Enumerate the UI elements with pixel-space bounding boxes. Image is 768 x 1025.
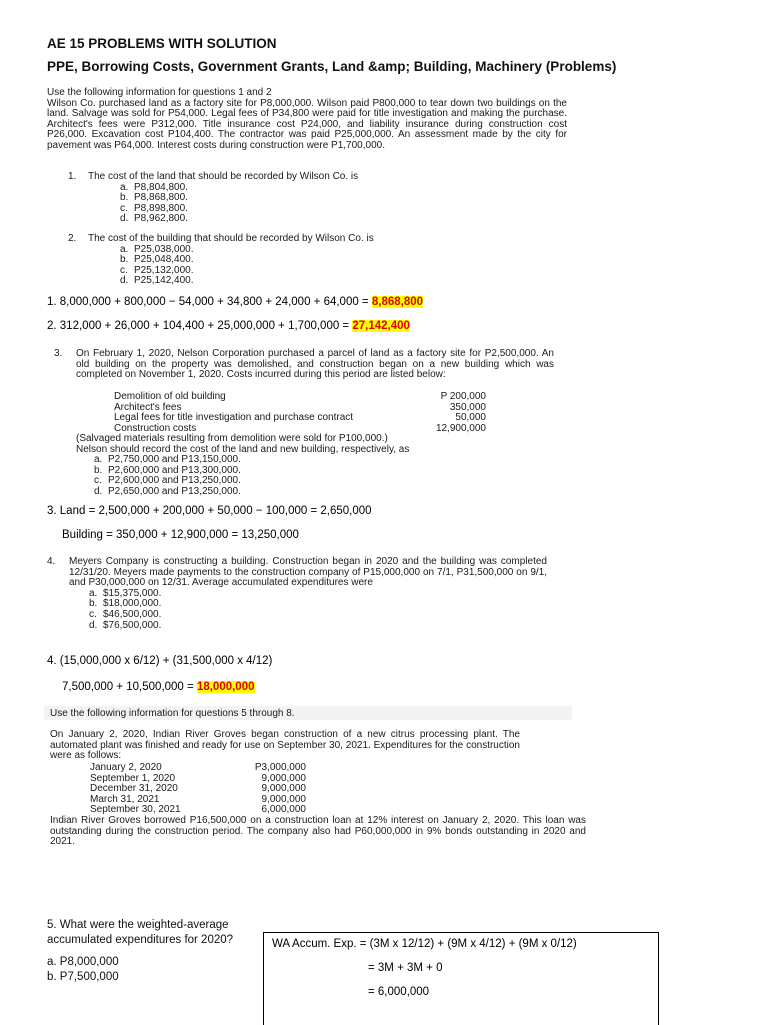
block5-paragraph-2: Indian River Groves borrowed P16,500,000 on a construction loan at 12% interest on January 2, 2020. This loan was outstanding during the construction period. The company also had P60,000,000 in 9% bonds outstanding in 2020 and 2021. — [50, 815, 586, 848]
problem-block-3 — [54, 349, 554, 381]
solution-3-land: 3. Land = 2,500,000 + 200,000 + 50,000 − 100,000 = 2,650,000 — [47, 505, 372, 517]
option-c: c. P2,600,000 and P13,250,000. — [94, 475, 241, 487]
option-d: d. P25,142,400. — [120, 275, 194, 287]
option-d: d. P8,962,800. — [120, 213, 188, 225]
option-c: c. $46,500,000. — [89, 608, 162, 620]
option-c: c. P25,132,000. — [120, 264, 194, 276]
block5-intro: Use the following information for questions 5 through 8. — [50, 708, 295, 719]
option-b: b. P8,868,800. — [120, 192, 188, 204]
solution-4-line1: 4. (15,000,000 x 6/12) + (31,500,000 x 4/12) — [47, 655, 273, 667]
expenditure-row: September 30, 2021 6,000,000 — [90, 804, 306, 816]
option-b: b. P2,600,000 and P13,300,000. — [94, 464, 241, 476]
problem-block-1 — [47, 88, 567, 152]
cost-row: Demolition of old building P 200,000 — [114, 391, 486, 402]
option-b: b. P25,048,400. — [120, 254, 194, 266]
solution-5-line1: WA Accum. Exp. = (3M x 12/12) + (9M x 4/12) + (9M x 0/12) — [272, 938, 577, 950]
block-paragraph: Wilson Co. purchased land as a factory site for P8,000,000. Wilson paid P800,000 to tear down two buildings on the land. Salvage was sold for P54,000. Legal fees of P34,800 were paid for title investigation and making the purchase. Architect's fees were P312,000. Title insurance cost P24,000, and liability insurance during construction cost P26,000. Excavation cost P104,400. The contractor was paid P25,000,000. An assessment made by the city for pavement was P64,000. Interest costs during construction were P1,700,000. — [47, 97, 567, 151]
option-d: d. P2,650,000 and P13,250,000. — [94, 485, 241, 497]
question-number: 2. — [68, 233, 77, 244]
expenditure-row: September 1, 2020 9,000,000 — [90, 772, 306, 784]
option-a: a. P8,000,000 — [47, 956, 119, 968]
solution-5-line3: = 6,000,000 — [368, 986, 430, 998]
cost-row: Legal fees for title investigation and purchase contract 50,000 — [114, 412, 486, 424]
page-subtitle: PPE, Borrowing Costs, Government Grants, Land &amp; Building, Machinery (Problems) — [47, 59, 617, 74]
question-number: 1. — [68, 171, 77, 182]
option-a: a. $15,375,000. — [89, 587, 162, 599]
page-title: AE 15 PROBLEMS WITH SOLUTION — [47, 36, 277, 51]
solution-3-building: Building = 350,000 + 12,900,000 = 13,250,000 — [62, 529, 299, 541]
answer-highlight: 18,000,000 — [196, 681, 255, 693]
option-a: a. P8,804,800. — [120, 181, 188, 193]
expenditure-row: December 31, 2020 9,000,000 — [90, 783, 306, 795]
problem-block-4 — [47, 557, 547, 631]
option-b: b. $18,000,000. — [89, 598, 162, 610]
question-text: Nelson should record the cost of the land and new building, respectively, as — [76, 443, 410, 455]
answer-highlight: 8,868,800 — [371, 296, 424, 308]
question-2 — [68, 234, 548, 287]
option-a: a. P2,750,000 and P13,150,000. — [94, 454, 241, 466]
expenditure-list — [90, 763, 310, 816]
problem-block-5 — [50, 730, 520, 762]
cost-row: Architect's fees 350,000 — [114, 401, 486, 413]
solution-1: 1. 8,000,000 + 800,000 − 54,000 + 34,800 + 24,000 + 64,000 = 8,868,800 — [47, 296, 424, 308]
option-c: c. P8,898,800. — [120, 202, 188, 214]
question-1 — [68, 172, 548, 225]
expenditure-row: March 31, 2021 9,000,000 — [90, 793, 306, 805]
solution-5-line2: = 3M + 3M + 0 — [368, 962, 443, 974]
cost-row: Construction costs 12,900,000 — [114, 422, 486, 434]
question-text: The cost of the building that should be recorded by Wilson Co. is — [88, 233, 374, 244]
question-number: 4. — [47, 556, 56, 567]
block-paragraph: Meyers Company is constructing a building. Construction began in 2020 and the building was completed 12/31/20. Meyers made payments to the construction company of P15,000,000 on 7/1, P31,500,000 on 9/1, and P30,000,000 on 12/31. Average accumulated expenditures were — [69, 556, 547, 589]
block3-note: (Salvaged materials resulting from demolition were sold for P100,000.) Nelson should record the cost of the land and new building, respectively, as a. P2,750,000 and P13,150,000. b. P2,600,000 and P13,300,000. c. P2,600,000 and P13,250,000. d. P2,650,000 and P13,250,000. — [76, 434, 546, 498]
solution-2: 2. 312,000 + 26,000 + 104,400 + 25,000,000 + 1,700,000 = 27,142,400 — [47, 320, 410, 332]
question-5 — [47, 918, 257, 985]
option-a: a. P25,038,000. — [120, 243, 194, 255]
question-text: 5. What were the weighted-average accumulated expenditures for 2020? — [47, 919, 234, 946]
block-paragraph: On January 2, 2020, Indian River Groves began construction of a new citrus processing plant. The automated plant was finished and ready for use on September 30, 2021. Expenditures for the construction were as follows: — [50, 729, 520, 762]
answer-highlight: 27,142,400 — [352, 320, 410, 332]
expenditure-row: January 2, 2020 P3,000,000 — [90, 762, 306, 773]
option-b: b. P7,500,000 — [47, 971, 119, 983]
question-number: 3. — [54, 348, 63, 359]
solution-4-line2: 7,500,000 + 10,500,000 = 18,000,000 — [62, 681, 255, 693]
option-d: d. $76,500,000. — [89, 619, 162, 631]
question-text: The cost of the land that should be recorded by Wilson Co. is — [88, 171, 359, 182]
block-intro: Use the following information for questions 1 and 2 — [47, 87, 272, 98]
cost-list — [114, 392, 486, 434]
block-paragraph: On February 1, 2020, Nelson Corporation purchased a parcel of land as a factory site for P2,500,000. An old building on the property was demolished, and construction began on a new building which was completed on November 1, 2020. Costs incurred during this period are listed below: — [76, 348, 554, 381]
